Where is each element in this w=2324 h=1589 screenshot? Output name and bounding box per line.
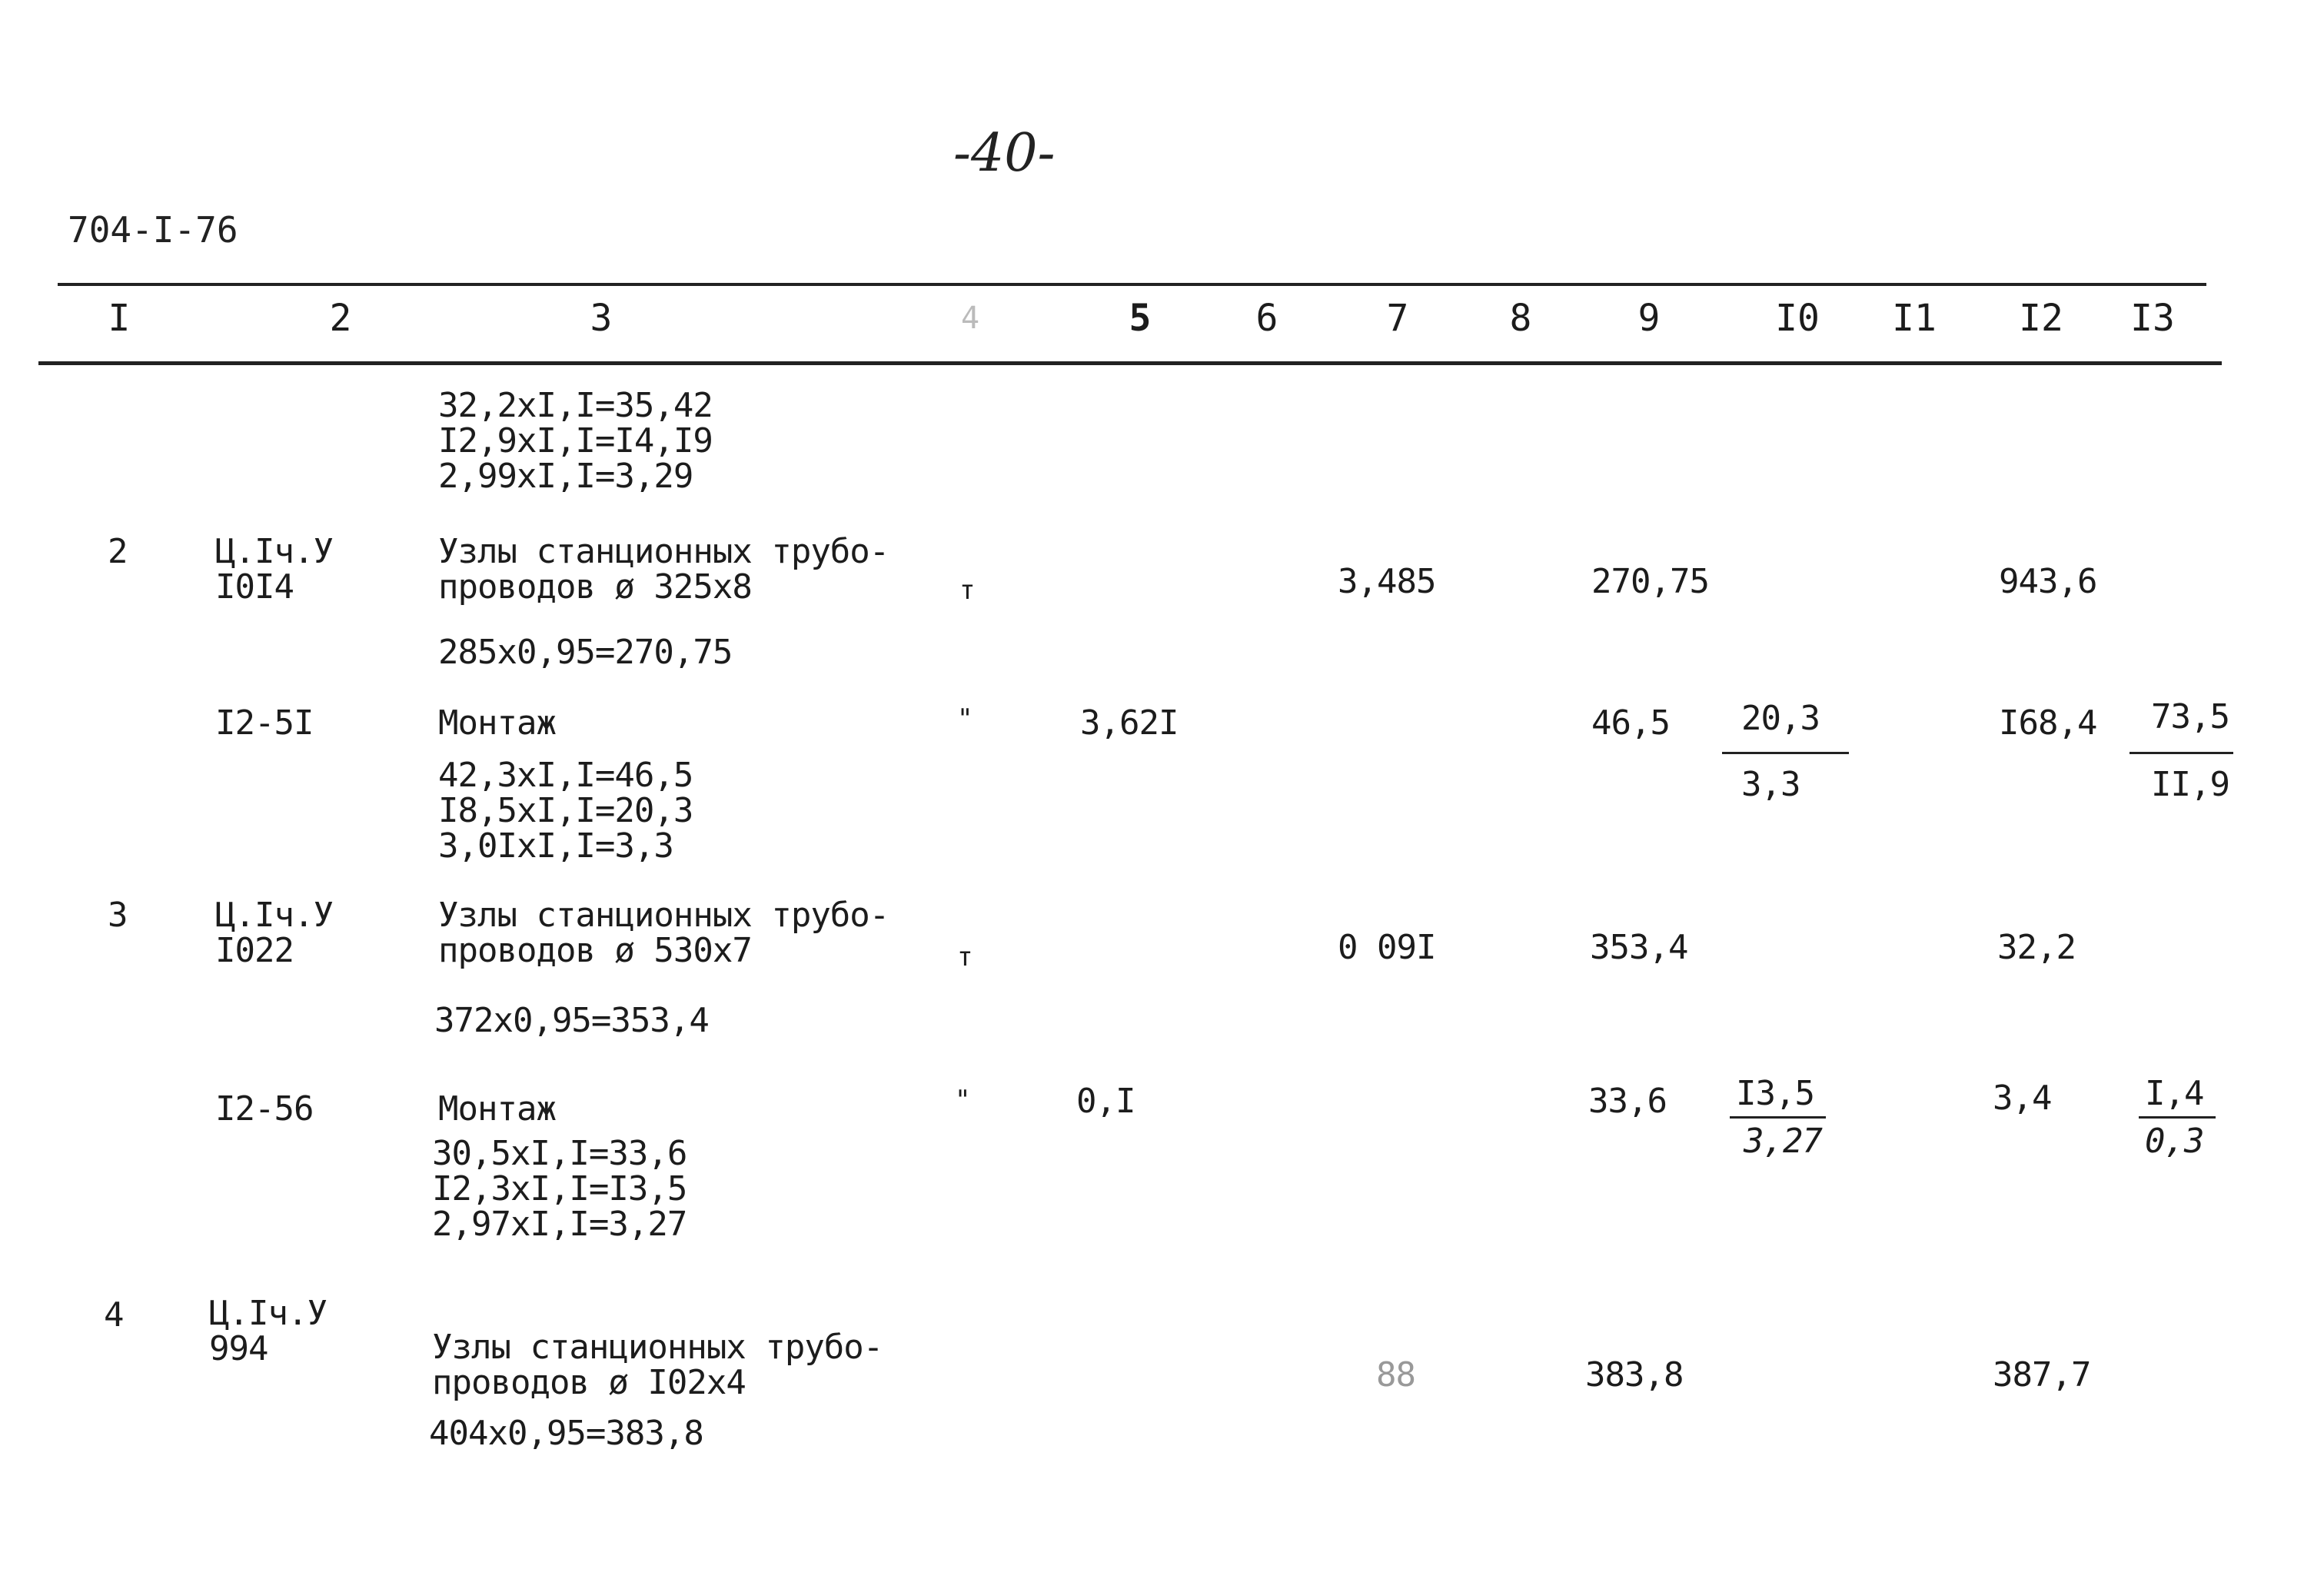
col-header-9: 9	[1637, 297, 1661, 340]
fraction-line	[2139, 1116, 2216, 1119]
price-code: I0I4	[215, 567, 294, 607]
col-header-4: 4	[960, 301, 980, 336]
total-value: 387,7	[1993, 1355, 2091, 1395]
col-header-11: I1	[1892, 297, 1937, 340]
cost-value: 270,75	[1591, 562, 1709, 601]
price-code: Ц.Iч.У	[215, 532, 333, 571]
fraction-top: I,4	[2145, 1074, 2204, 1113]
table-top-rule	[58, 283, 2206, 286]
fraction-line	[1730, 1116, 1826, 1119]
table-header-rule	[38, 361, 2222, 365]
price-code: I2-5I	[215, 703, 314, 743]
total-value: 32,2	[1997, 928, 2076, 967]
price-code: Ц.Iч.У	[215, 896, 333, 935]
work-description: проводов ø I02x4	[432, 1363, 746, 1402]
calc-line: 372x0,95=353,4	[434, 1001, 709, 1040]
fraction-top: 20,3	[1741, 699, 1820, 738]
unit: т	[959, 575, 975, 606]
item-number: 2	[108, 532, 128, 571]
quantity: 3,62I	[1080, 703, 1179, 743]
quantity: 3,485	[1338, 562, 1436, 601]
fraction-top: 73,5	[2151, 697, 2229, 736]
total-value: I68,4	[1999, 703, 2097, 743]
calc-line: 3,0IxI,I=3,3	[438, 826, 673, 866]
col-header-3: 3	[590, 297, 613, 340]
col-header-7: 7	[1386, 297, 1409, 340]
fraction-bottom: II,9	[2151, 765, 2229, 804]
item-number: 4	[104, 1295, 124, 1335]
calc-line: I2,3xI,I=I3,5	[432, 1169, 687, 1208]
work-description: проводов ø 325x8	[438, 567, 752, 607]
total-value: 943,6	[1999, 562, 2097, 601]
work-description: Узлы станционных трубо-	[438, 896, 889, 935]
fraction-top: I3,5	[1736, 1074, 1814, 1113]
quantity: 0,I	[1076, 1082, 1135, 1121]
col-header-8: 8	[1509, 297, 1532, 340]
cost-value: 33,6	[1588, 1082, 1667, 1121]
price-code: I022	[215, 931, 294, 970]
calc-line: 2,97xI,I=3,27	[432, 1205, 687, 1244]
calc-line: 30,5xI,I=33,6	[432, 1134, 687, 1173]
col-header-2: 2	[329, 297, 352, 340]
col-header-10: I0	[1775, 297, 1820, 340]
cost-value: 353,4	[1590, 928, 1688, 967]
work-description: проводов ø 530x7	[438, 931, 752, 970]
calc-line: I2,9xI,I=I4,I9	[438, 421, 713, 460]
work-description: Узлы станционных трубо-	[438, 532, 889, 571]
work-description: Монтаж	[438, 703, 556, 743]
fraction-bottom: 3,3	[1741, 765, 1800, 804]
total-value: 3,4	[1993, 1079, 2052, 1118]
quantity: 88	[1376, 1355, 1415, 1395]
price-code: 994	[209, 1329, 268, 1368]
unit: "	[957, 703, 972, 734]
unit: т	[957, 942, 972, 972]
price-code: I2-56	[215, 1089, 314, 1129]
calc-line: I8,5xI,I=20,3	[438, 791, 693, 830]
cost-value: 46,5	[1591, 703, 1670, 743]
cost-value: 383,8	[1585, 1355, 1684, 1395]
calc-line: 42,3xI,I=46,5	[438, 756, 693, 795]
calc-line: 2,99xI,I=3,29	[438, 457, 693, 496]
calc-line: 32,2xI,I=35,42	[438, 386, 713, 425]
calc-line: 404x0,95=383,8	[429, 1414, 703, 1453]
fraction-line	[2130, 752, 2233, 754]
item-number: 3	[108, 896, 128, 935]
work-description: Узлы станционных трубо-	[432, 1328, 883, 1367]
col-header-6: 6	[1255, 297, 1278, 340]
quantity: 0 09I	[1338, 928, 1436, 967]
work-description: Монтаж	[438, 1089, 556, 1129]
col-header-1: I	[108, 297, 131, 340]
fraction-bottom: 3,27	[1744, 1122, 1822, 1161]
unit: "	[955, 1085, 970, 1115]
calc-line: 285x0,95=270,75	[438, 633, 733, 672]
document-code: 704-I-76	[68, 209, 238, 251]
col-header-13: I3	[2130, 297, 2175, 340]
page-number: -40-	[953, 123, 1056, 184]
fraction-bottom: 0,3	[2145, 1122, 2204, 1161]
price-code: Ц.Iч.У	[209, 1294, 327, 1333]
col-header-12: I2	[2019, 297, 2063, 340]
col-header-5: 5	[1129, 297, 1152, 340]
fraction-line	[1722, 752, 1849, 754]
